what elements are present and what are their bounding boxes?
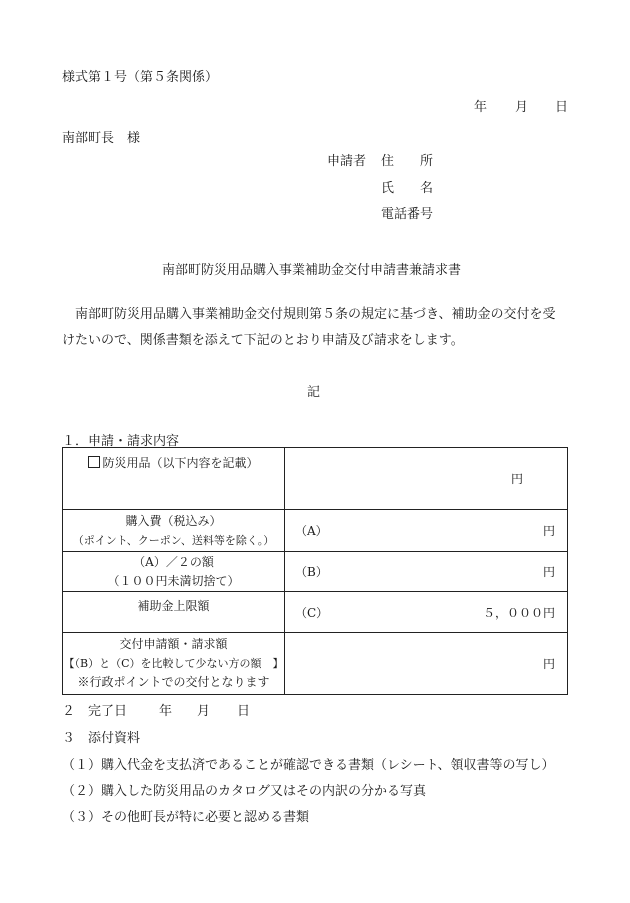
applicant-label: 申請者: [327, 154, 367, 169]
addressee: 南部町長 様: [62, 131, 141, 146]
row3-label: （A）／２の額 （１００円未満切捨て）: [63, 552, 285, 592]
row5-label: 交付申請額・請求額 【（B）と（C）を比較して少ない方の額 】 ※行政ポイントでの交付となります: [63, 633, 285, 695]
row3-prefix: （B）: [295, 565, 328, 579]
row3-yen: 円: [542, 565, 555, 579]
row2-value-cell[interactable]: [285, 510, 568, 552]
body-paragraph: [62, 302, 582, 354]
application-table: [62, 447, 568, 695]
row3-value-cell[interactable]: [285, 552, 568, 592]
completion-day: 日: [237, 704, 251, 719]
applicant-name-label: 氏 名: [381, 181, 434, 196]
row5-yen: 円: [542, 657, 555, 671]
row1-yen: 円: [510, 472, 523, 486]
row4-value-cell[interactable]: [285, 592, 568, 633]
row1-value-cell[interactable]: [285, 448, 568, 510]
row4-prefix: （C）: [295, 606, 329, 620]
attachment-item-2: （２）購入した防災用品のカタログ又はその内訳の分かる写真: [62, 784, 427, 799]
checkbox-icon[interactable]: [88, 456, 100, 468]
table-row: [63, 448, 568, 510]
body-line-2: けたいので、関係書類を添えて下記のとおり申請及び請求をします。: [62, 333, 464, 348]
row1-label: 防災用品（以下内容を記載）: [63, 448, 285, 510]
body-line-1: 南部町防災用品購入事業補助金交付規則第５条の規定に基づき、補助金の交付を受: [75, 307, 556, 322]
attachment-item-3: （３）その他町長が特に必要と認める書類: [62, 810, 310, 825]
row2-prefix: （A）: [295, 524, 328, 538]
completion-date-label: ２ 完了日: [62, 704, 128, 719]
ki-heading: 記: [307, 385, 321, 400]
attachments-heading: ３ 添付資料: [62, 731, 141, 746]
document-title: 南部町防災用品購入事業補助金交付申請書兼請求書: [162, 263, 462, 278]
row4-yen: ５，０００円: [482, 606, 555, 620]
row2-label: 購入費（税込み） （ポイント、クーポン、送料等を除く。）: [63, 510, 285, 552]
table-row: [63, 633, 568, 695]
table-row: [63, 592, 568, 633]
row4-label: 補助金上限額: [63, 592, 285, 633]
row2-yen: 円: [542, 524, 555, 538]
attachment-item-1: （１）購入代金を支払済であることが確認できる書類（レシート、領収書等の写し）: [62, 758, 555, 773]
table-row: [63, 552, 568, 592]
completion-month: 月: [197, 704, 211, 719]
date-month: 月: [515, 100, 529, 115]
row5-value-cell[interactable]: [285, 633, 568, 695]
table-row: [63, 510, 568, 552]
date-day: 日: [555, 100, 569, 115]
applicant-phone-label: 電話番号: [381, 207, 434, 222]
applicant-address-label: 住 所: [381, 154, 434, 169]
section1-heading: １．申請・請求内容: [62, 434, 180, 449]
form-number: 様式第１号（第５条関係）: [62, 70, 219, 85]
date-year: 年: [474, 100, 488, 115]
completion-year: 年: [159, 704, 173, 719]
